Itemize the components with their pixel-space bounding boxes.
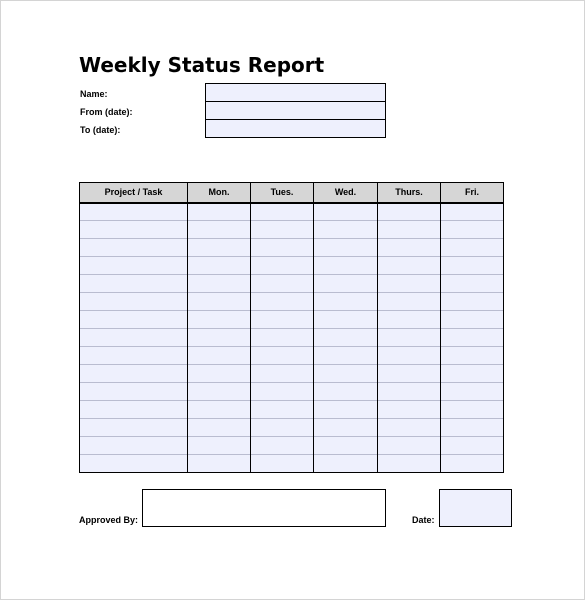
to-date-label: To (date): [80, 125, 121, 135]
table-cell-tues[interactable] [251, 401, 314, 419]
column-header-fri: Fri. [441, 183, 504, 203]
approved-by-label: Approved By: [79, 515, 139, 525]
table-cell-tues[interactable] [251, 293, 314, 311]
table-cell-wed[interactable] [314, 311, 378, 329]
table-cell-tues[interactable] [251, 203, 314, 221]
table-cell-mon[interactable] [188, 437, 251, 455]
table-cell-wed[interactable] [314, 329, 378, 347]
table-cell-thurs[interactable] [378, 365, 441, 383]
date-label: Date: [412, 515, 435, 525]
table-row [80, 257, 504, 275]
table-cell-tues[interactable] [251, 347, 314, 365]
table-cell-thurs[interactable] [378, 455, 441, 473]
table-cell-thurs[interactable] [378, 311, 441, 329]
table-cell-tues[interactable] [251, 311, 314, 329]
table-cell-thurs[interactable] [378, 293, 441, 311]
table-cell-wed[interactable] [314, 419, 378, 437]
table-cell-mon[interactable] [188, 239, 251, 257]
table-cell-wed[interactable] [314, 455, 378, 473]
table-row [80, 203, 504, 221]
table-cell-fri[interactable] [441, 401, 504, 419]
table-cell-mon[interactable] [188, 293, 251, 311]
table-cell-project-task[interactable] [80, 455, 188, 473]
name-label: Name: [80, 89, 108, 99]
table-cell-fri[interactable] [441, 221, 504, 239]
table-cell-wed[interactable] [314, 203, 378, 221]
table-row [80, 437, 504, 455]
table-cell-wed[interactable] [314, 347, 378, 365]
table-cell-wed[interactable] [314, 365, 378, 383]
table-cell-thurs[interactable] [378, 383, 441, 401]
table-cell-project-task[interactable] [80, 221, 188, 239]
schedule-table [79, 182, 504, 473]
table-cell-tues[interactable] [251, 383, 314, 401]
table-cell-fri[interactable] [441, 311, 504, 329]
table-cell-fri[interactable] [441, 455, 504, 473]
table-cell-thurs[interactable] [378, 401, 441, 419]
table-cell-project-task[interactable] [80, 257, 188, 275]
table-row [80, 383, 504, 401]
table-cell-mon[interactable] [188, 365, 251, 383]
table-cell-thurs[interactable] [378, 221, 441, 239]
table-cell-thurs[interactable] [378, 257, 441, 275]
table-cell-tues[interactable] [251, 257, 314, 275]
table-row [80, 365, 504, 383]
table-row [80, 275, 504, 293]
table-cell-tues[interactable] [251, 365, 314, 383]
table-cell-fri[interactable] [441, 293, 504, 311]
table-cell-fri[interactable] [441, 383, 504, 401]
column-header-wed: Wed. [314, 183, 378, 203]
table-cell-fri[interactable] [441, 239, 504, 257]
table-cell-thurs[interactable] [378, 275, 441, 293]
table-cell-fri[interactable] [441, 257, 504, 275]
table-cell-wed[interactable] [314, 401, 378, 419]
table-cell-project-task[interactable] [80, 329, 188, 347]
approved-by-field[interactable] [142, 489, 386, 527]
table-cell-fri[interactable] [441, 419, 504, 437]
table-cell-mon[interactable] [188, 329, 251, 347]
table-cell-mon[interactable] [188, 203, 251, 221]
table-cell-tues[interactable] [251, 455, 314, 473]
table-cell-mon[interactable] [188, 383, 251, 401]
table-row [80, 293, 504, 311]
table-cell-wed[interactable] [314, 383, 378, 401]
column-header-tues: Tues. [251, 183, 314, 203]
date-field[interactable] [439, 489, 512, 527]
table-cell-tues[interactable] [251, 221, 314, 239]
table-cell-project-task[interactable] [80, 401, 188, 419]
table-cell-project-task[interactable] [80, 203, 188, 221]
table-cell-project-task[interactable] [80, 419, 188, 437]
table-cell-fri[interactable] [441, 437, 504, 455]
table-cell-tues[interactable] [251, 239, 314, 257]
table-row [80, 419, 504, 437]
table-cell-fri[interactable] [441, 203, 504, 221]
table-cell-tues[interactable] [251, 437, 314, 455]
table-row [80, 239, 504, 257]
column-header-thurs: Thurs. [378, 183, 441, 203]
table-cell-mon[interactable] [188, 419, 251, 437]
table-cell-thurs[interactable] [378, 437, 441, 455]
table-cell-project-task[interactable] [80, 239, 188, 257]
table-cell-wed[interactable] [314, 257, 378, 275]
table-row [80, 401, 504, 419]
table-cell-thurs[interactable] [378, 239, 441, 257]
table-cell-fri[interactable] [441, 347, 504, 365]
table-cell-project-task[interactable] [80, 365, 188, 383]
table-cell-mon[interactable] [188, 221, 251, 239]
to-date-field[interactable] [205, 119, 386, 138]
table-cell-fri[interactable] [441, 365, 504, 383]
table-cell-thurs[interactable] [378, 203, 441, 221]
table-cell-project-task[interactable] [80, 347, 188, 365]
table-row [80, 347, 504, 365]
table-row [80, 455, 504, 473]
table-row [80, 329, 504, 347]
table-cell-tues[interactable] [251, 275, 314, 293]
table-cell-mon[interactable] [188, 347, 251, 365]
table-row [80, 311, 504, 329]
table-cell-project-task[interactable] [80, 383, 188, 401]
table-cell-project-task[interactable] [80, 437, 188, 455]
table-cell-thurs[interactable] [378, 347, 441, 365]
table-cell-mon[interactable] [188, 401, 251, 419]
table-cell-mon[interactable] [188, 257, 251, 275]
table-row [80, 221, 504, 239]
table-cell-project-task[interactable] [80, 293, 188, 311]
table-cell-mon[interactable] [188, 275, 251, 293]
table-cell-thurs[interactable] [378, 419, 441, 437]
from-date-label: From (date): [80, 107, 133, 117]
table-cell-wed[interactable] [314, 437, 378, 455]
page-title: Weekly Status Report [79, 53, 325, 77]
table-header-row [80, 183, 504, 203]
table-cell-tues[interactable] [251, 329, 314, 347]
table-cell-wed[interactable] [314, 275, 378, 293]
table-cell-fri[interactable] [441, 275, 504, 293]
table-cell-project-task[interactable] [80, 311, 188, 329]
table-cell-wed[interactable] [314, 293, 378, 311]
schedule-body [80, 203, 504, 473]
table-cell-wed[interactable] [314, 221, 378, 239]
from-date-field[interactable] [205, 101, 386, 120]
table-cell-thurs[interactable] [378, 329, 441, 347]
name-field[interactable] [205, 83, 386, 102]
column-header-mon: Mon. [188, 183, 251, 203]
table-cell-project-task[interactable] [80, 275, 188, 293]
table-cell-mon[interactable] [188, 311, 251, 329]
table-cell-wed[interactable] [314, 239, 378, 257]
table-cell-fri[interactable] [441, 329, 504, 347]
table-cell-mon[interactable] [188, 455, 251, 473]
column-header-project-task: Project / Task [80, 183, 188, 203]
table-cell-tues[interactable] [251, 419, 314, 437]
